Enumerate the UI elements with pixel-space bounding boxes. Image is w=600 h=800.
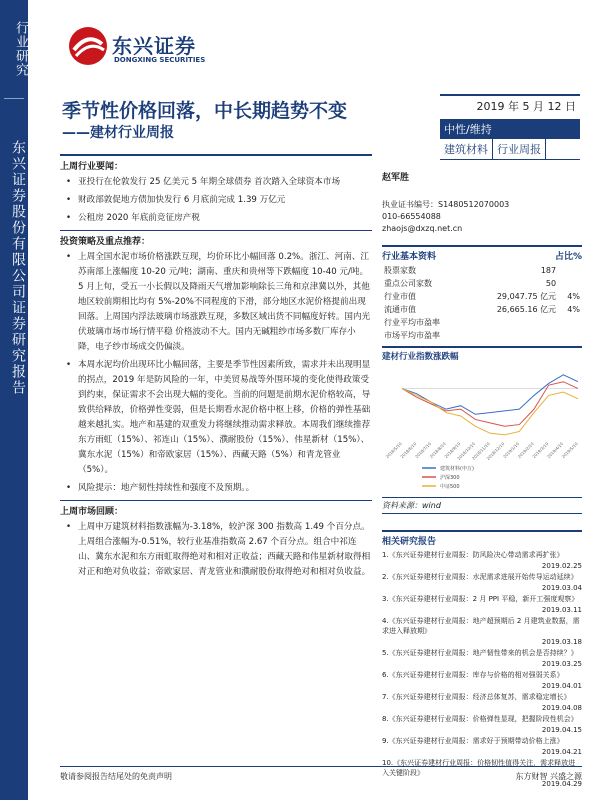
related-report-date: 2019.04.01	[541, 682, 582, 690]
chart-title: 建材行业指数涨跌幅	[382, 346, 582, 362]
related-report-date: 2019.04.29	[541, 780, 582, 788]
analyst-cert: 执业证书编号：S1480512070003	[382, 200, 510, 209]
report-subtitle: ——建材行业周报	[62, 125, 174, 141]
basic-data-header	[382, 245, 582, 264]
table-cell: 187	[540, 266, 557, 275]
related-report-date: 2019.03.11	[541, 606, 582, 614]
rating-badge: 中性/维持	[440, 119, 580, 139]
report-tags	[440, 139, 580, 160]
report-meta-box	[440, 94, 580, 160]
x-tick-label: 2018/7/10	[413, 441, 433, 460]
related-title: 相关研究报告	[382, 530, 582, 549]
strategy-list	[60, 250, 372, 496]
related-report-link[interactable]: 5.《东兴证券建材行业周报：地产韧性带来的机会是否持续？》	[382, 649, 578, 657]
table-cell: 股票家数	[384, 266, 416, 275]
legend-label: 中证500	[440, 484, 460, 490]
list-item: • 本周水泥均价出现环比小幅回落，主要是季节性因素所致，需求并未出现明显的拐点，2019 年是防风险的一年，中美贸易战等外围环境的变化使得政策受到约束，保证需求不会出现大幅的变化。当前的问题是前期水泥价格较高，导致供给释放，价格弹性变弱，但是长期看水泥价格中枢上移，价格的弹性基础越来越扎实。地产和基建的双重发力将继续推动需求释放。本周我们继续推荐东方雨虹（15%）、祁连山（15%）、濮耐股份（15%）、伟星新材（15%）、冀东水泥（15%）和帝欧家居（15%）、西藏天路（5%）和青龙管业（5%）。	[60, 358, 372, 478]
related-report-date: 2019.03.25	[541, 660, 582, 668]
company-logo	[68, 26, 218, 70]
table-cell: 29,047.75 亿元	[496, 292, 557, 301]
table-cell: 4%	[567, 305, 580, 314]
related-report-link[interactable]: 8.《东兴证券建材行业周报：价格弹性显现，把握阶段性机会》	[382, 715, 578, 723]
basic-data-col: 占比%	[554, 252, 582, 262]
table-row	[382, 264, 582, 277]
news-list	[60, 175, 372, 226]
basic-data-title: 行业基本资料	[382, 252, 437, 262]
section-heading-news: 上周行业要闻：	[60, 154, 372, 172]
table-cell: 市场平均市盈率	[384, 331, 440, 340]
main-content	[60, 150, 372, 750]
sidebar	[0, 0, 28, 800]
list-item: • 财政部敦促地方债加快发行 6 月底前完成 1.39 万亿元	[60, 193, 372, 208]
x-tick-label: 2018/9/10	[443, 441, 462, 460]
table-cell: 行业市值	[384, 292, 416, 301]
related-report-link[interactable]: 3.《东兴证券建材行业周报：2 月 PPI 平稳，新开工强度观察》	[382, 595, 579, 603]
x-tick-label: 2018/10/10	[456, 441, 477, 462]
related-report-link[interactable]: 7.《东兴证券建材行业周报：经济总体复苏，需求稳定增长》	[382, 693, 571, 701]
related-report-link[interactable]: 6.《东兴证券建材行业周报：库存与价格的相对强弱关系》	[382, 671, 564, 679]
list-item: • 上周全国水泥市场价格涨跌互现，均价环比小幅回落 0.2%。浙江、河南、江苏南部上涨幅度 10-20 元/吨；湖南、重庆和贵州等下跌幅度 10-40 元/吨。5 月上旬，受五一小长假以及降雨天气增加影响除长三角和京津冀以外，其他地区较前期相比均有 5%-20%不同程度的下滑，部分地区水泥价格提前出现回落。上周国内浮法玻璃市场涨跌互现，多数区域出货不同幅度好转。国内光伏玻璃市场市场行情平稳 价格波动不大。国内无碱粗纱市场多数厂库存小降，电子纱市场成交仍偏淡。	[60, 250, 372, 355]
table-cell	[558, 316, 582, 329]
related-report-date: 2019.03.18	[541, 638, 582, 646]
related-report-link[interactable]: 9.《东兴证券建材行业周报：需求好于预期带动价格上涨》	[382, 737, 564, 745]
analyst-name: 赵军胜	[382, 173, 410, 183]
index-chart	[382, 362, 582, 490]
x-tick-label: 2018/8/10	[428, 441, 447, 460]
tag-type: 行业周报	[493, 139, 546, 159]
related-report-date: 2019.04.08	[541, 704, 582, 712]
list-item: • 风险提示：地产韧性持续性和强度不及预期。。	[60, 481, 372, 496]
logo-text-en: DONGXING SECURITIES	[114, 56, 206, 64]
x-tick-label: 2018/5/10	[384, 441, 403, 460]
x-tick-label: 2019/3/10	[531, 441, 550, 460]
logo-text-cn: 东兴证券	[112, 34, 196, 58]
related-report-link[interactable]: 1.《东兴证券建材行业周报：防风险决心带动需求再扩张》	[382, 551, 564, 559]
related-list	[382, 549, 582, 789]
sidebar-company: 东兴证券股份有限公司证券研究报告	[10, 140, 26, 396]
table-row	[382, 316, 582, 329]
related-report-date: 2019.02.25	[541, 562, 582, 570]
table-cell	[468, 329, 558, 342]
table-cell	[558, 329, 582, 342]
footer-disclaimer: 敬请参阅报告结尾处的免责声明	[60, 772, 172, 781]
list-item: • 公租房 2020 年底前竞征房产税	[60, 211, 372, 226]
table-cell: 4%	[567, 292, 580, 301]
footer-slogan: 东方财智 兴盛之源	[515, 772, 582, 781]
sidebar-divider	[4, 98, 24, 99]
related-report-date: 2019.03.04	[541, 584, 582, 592]
series-line	[402, 389, 578, 435]
related-report-link[interactable]: 10.《东兴证券建材行业周报：价格韧性值得关注，需求释放进入关键阶段》	[382, 759, 576, 777]
table-cell	[468, 316, 558, 329]
section-heading-strategy: 投资策略及重点推荐：	[60, 230, 372, 247]
x-tick-label: 2019/4/10	[545, 441, 565, 460]
market-list	[60, 520, 372, 580]
x-tick-label: 2018/11/10	[470, 441, 491, 462]
table-row	[382, 303, 582, 316]
x-tick-label: 2019/1/10	[501, 441, 521, 460]
list-item: • 亚投行在伦敦发行 25 亿美元 5 年期全球债券 首次踏入全球资本市场	[60, 175, 372, 190]
table-cell: 行业平均市盈率	[384, 318, 440, 327]
table-cell	[558, 264, 582, 277]
tag-sector: 建筑材料	[440, 139, 493, 159]
table-cell: 50	[545, 279, 557, 288]
side-panel	[382, 170, 582, 789]
related-report-date: 2019.04.21	[541, 748, 582, 756]
x-tick-label: 2018/12/10	[485, 441, 506, 462]
related-report-link[interactable]: 2.《东兴证券建材行业周报：水泥需求进展开始传导运动延续》	[382, 573, 578, 581]
analyst-info	[382, 199, 582, 235]
legend-label: 建筑材料(申万)	[440, 466, 474, 472]
table-row	[382, 329, 582, 342]
x-tick-label: 2018/6/10	[399, 441, 418, 460]
basic-data-table	[382, 264, 582, 342]
logo-emblem-icon	[68, 26, 108, 66]
table-cell: 26,665.16 亿元	[496, 305, 557, 314]
sidebar-category: 行业研究	[13, 21, 28, 77]
analyst-email[interactable]: zhaojs@dxzq.net.cn	[382, 224, 463, 233]
analyst-phone: 010-66554088	[382, 212, 441, 221]
related-report-date: 2019.04.15	[541, 726, 582, 734]
report-date: 2019 年 5 月 12 日	[440, 94, 580, 116]
x-tick-label: 2019/2/10	[516, 441, 535, 460]
legend-label: 沪深300	[440, 475, 460, 481]
chart-source: 资料来源：wind	[382, 497, 582, 514]
table-cell: 重点公司家数	[384, 279, 432, 288]
section-heading-market: 上周市场回顾：	[60, 500, 372, 517]
related-report-link[interactable]: 4.《东兴证券建材行业周报：地产超预期后 2 月建筑业数据，需求进入释放期》	[382, 617, 580, 635]
table-row	[382, 290, 582, 303]
table-cell: 流通市值	[384, 305, 416, 314]
list-item: • 上周申万建筑材料指数涨幅为-3.18%，较沪深 300 指数高 1.49 个百分点。上周组合涨幅为-0.51%，较行业基准指数高 2.67 个百分点。组合中祁连山、冀东水泥和东方雨虹取得绝对和相对正收益；西藏天路和伟星新材取得相对正和绝对负收益；帝欧家居、青龙管业和濮耐股份取得绝对和相对负收益。	[60, 520, 372, 580]
report-title: 季节性价格回落，中长期趋势不变	[62, 100, 348, 122]
page-footer	[60, 766, 582, 782]
table-row	[382, 277, 582, 290]
table-cell	[558, 277, 582, 290]
x-tick-label: 2019/5/10	[560, 441, 579, 460]
